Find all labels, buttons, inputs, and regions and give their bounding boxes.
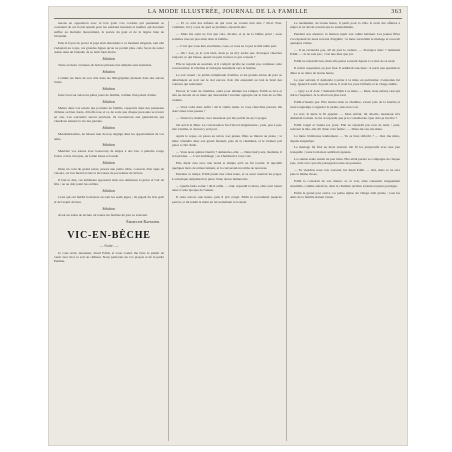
column-divider <box>286 21 287 441</box>
paragraph: Elle disait cela avec une bonté si simple qu'il en fut touché. Il répondit quelques mots de remerciement, et la conversation tomba de nouveau. <box>172 161 282 170</box>
paragraph: La cadette seule restait un peu triste. Elle allait perdre sa compagne de chaque jour, celle avec qui elle partageait toutes ses pensées. <box>290 156 400 166</box>
paragraph: Je vous serai, monsieur, disait Edith, si vous voulez me faire le plaisir de venir avec moi ce soir au château. Nous parlerons de vos projets et de la petite Pauline. <box>54 250 164 264</box>
paragraph: Ceux qui ont habité la maison en sont les seuls juges ; ils jugent du bon goût et de l'esprit du lieu. <box>54 195 164 204</box>
section-subheading: Solution. <box>102 69 116 74</box>
paragraph: Le soir venait ; le jardin s'emplissait d'ombre, et les grands arbres du parc se détachaient en noir sur le ciel encore clair. On entendait au loin le bruit des voitures qui rentraient. <box>172 73 282 86</box>
paragraph: — Qu'y a-t-il donc ? demanda Edith à sa mère. — Rien, mon enfant, rien qui doive t'inquiéter. Je te dirai tout plus tard. <box>290 88 400 98</box>
page-number: 363 <box>391 9 402 15</box>
paragraph: Mesdemoiselles, ne laissez rien de trop négligé dans les appartements de vos amis. <box>54 132 164 141</box>
paragraph: Elle le regarda en souriant, et il comprit qu'elle ne voulait pas continuer cette conversation. Il s'inclina et s'éloigna lentement vers la fenêtre. <box>172 61 282 71</box>
paragraph: Il resta encore une heure, puis il prit congé. Edith le reconduisit jusqu'au perron, et lui tendit la main en lui souhaitant le bonsoir. <box>172 195 282 204</box>
paragraph: — Tu viendras nous voir souvent, lui disait Edith. — Oui, mais ce ne sera plus la même chose. <box>290 168 400 177</box>
paragraph: Juste bout sur selon les pâles jours de famille, comme d'un palais d'amis. <box>58 93 157 98</box>
header-rule <box>54 18 402 19</box>
section-subheading: Solution. <box>102 189 116 194</box>
paragraph: Edith la consolait de son mieux, et, le soir, elles causaient longuement ensemble, comme autrefois, dans la chambre qu'elles avaient toujours partagée. <box>290 179 400 188</box>
paragraph: On servit le dîner. La conversation fut d'abord languissante ; puis, peu à peu, elle s'anima, et chacun y prit part. <box>172 122 282 132</box>
paragraph: Pendant ce temps, Edith jouait une valse lente, et sa sœur tournait les pages. La musique remplissait la pièce d'une douce mélancolie. <box>172 172 282 181</box>
paragraph: — Vous voilà donc enfin ! dit la vieille dame. Je vous cherchais partout. Où donc étiez-vous passée ? <box>172 104 282 113</box>
paragraph: Mettre dans vos salons des portraits de famille, rapportés dans des panneaux d'ébène ou bien dorés, d'étoffe rose et or, de sorte que chaque personne se trouve en vue. Ces souvenirs seront précieux, ils raconteront aux générations qui viendront ensuite la vie des parents. <box>54 105 164 124</box>
paragraph: Pendant son absence, la maison reprit son calme habituel. Les jeunes filles s'occupaient de leurs travaux d'aiguille ; la mère surveillait le ménage et recevait quelques visites. <box>290 32 400 46</box>
article-ornament: — Suite. — <box>99 242 119 248</box>
paragraph: Meublez vos salons avec beaucoup de sièges à dos bas, à peluche rouge foncé, à bras d'acajou, de forme basse et lourde. <box>54 149 164 158</box>
paragraph: La mère l'embrassa tendrement. — Tu as bien réfléchi ? — Oui, ma mère, depuis longtemps. <box>290 134 400 143</box>
paragraph: — Quelle belle soirée ! dit-il enfin. — Oui, répondit la mère, elles sont toutes ainsi à cette époque de l'année. <box>172 183 282 193</box>
paragraph: — Mais ma sœur ne fait que cela, dit-elle, et je ne la blâme point ; nous sommes tous un peu ainsi dans la famille. <box>172 32 282 41</box>
paragraph: Après le repas, on passa au salon. Les jeunes filles se mirent au piano ; la mère s'installa dans son grand fauteuil, près de la cheminée, et le visiteur prit place à côté d'elle. <box>172 134 282 147</box>
section-subheading: Solution. <box>102 206 116 211</box>
paragraph: Il faut le dire, ces habitudes apportent dans nos demeures la grâce et l'air de fête ; on ne doit point les oublier. <box>54 178 164 187</box>
paragraph: — Il ne reviendra pas, dit un jour la cadette. — Pourquoi donc ? demanda Edith. — Je ne sais pas ; c'est une idée que j'ai. <box>290 48 400 57</box>
journal-title: LA MODE ILLUSTRÉE, JOURNAL DE LA FAMILLE <box>147 9 309 15</box>
paragraph: Le jour suivant, il demanda à parler à la mère en particulier. L'entretien fut long. Quand il sortit du petit salon, il avait les yeux brillants et le visage animé. <box>290 77 400 86</box>
section-subheading: Solution. <box>102 56 116 61</box>
paragraph: Le lendemain, de bonne heure, il partit pour la ville. Il avait des affaires à régler et ne devait revenir que le surlendemain. <box>290 21 400 30</box>
paragraph: Il revint cependant, au jour fixé. Il semblait soucieux ; il parla peu pendant le dîner et se retira de bonne heure. <box>290 66 400 75</box>
author-signature: Emmeline Raymond. <box>126 219 160 224</box>
section-subheading: Solution. <box>102 87 116 92</box>
paragraph: Comme les mots de son rôle dans les lithographies plaisent dans des salons clairs. <box>54 75 164 85</box>
paragraph: — J'étais ici, maman, avec monsieur qui me parlait de ses voyages. <box>176 115 268 120</box>
section-subheading: Solution. <box>102 160 116 165</box>
article-headline: VIC-EN-BÈCHE <box>67 229 151 241</box>
section-subheading: Solution. <box>102 143 116 148</box>
paragraph: — C'est que vous êtes excellente, vous, et vous ne voyez le mal nulle part. <box>176 43 277 48</box>
paragraph: — Oh ! non, je le vois bien, mais je ne m'y arrête pas. Pourquoi chercher toujours ce qui blesse, quand on peut trouver ce qui console ? <box>172 50 282 59</box>
column-divider <box>168 21 169 441</box>
paragraph: Puis la façon de porter la jupe était désormais à ce moment élégante, tant elle s'adaptait au corps, ces grandes lignes qu'on ne portait plus, cette façon de rester assise dans un fauteuil, de se tenir bien droite. <box>54 41 164 54</box>
section-subheading: Solution. <box>102 99 116 104</box>
column-3 <box>290 21 400 441</box>
paragraph: Texte en deux colonnes de brèves phrases très simples sans intention. <box>58 62 153 67</box>
column-2 <box>172 21 282 441</box>
paragraph: Enfin le grand jour arriva. La petite église du village était pleine ; tous les amis de la famille étaient venus. <box>290 190 400 200</box>
paragraph: — Et ce sont des enfants de qui vous ne voulez rien dire ? dit-il. Non, vraiment, il n'y a pas de quoi se plaindre, répondit-elle. <box>172 21 282 30</box>
paragraph: Edith rougit et baissa les yeux. Elle ne répondit pas tout de suite ; puis, relevant la tête, elle dit d'une voix ferme : — Dites-lui oui, ma mère. <box>290 122 400 132</box>
column-1 <box>54 21 164 441</box>
running-head <box>54 9 402 18</box>
paragraph: Le mariage fut fixé au mois suivant. On fit les préparatifs avec une joie tranquille ; toute la maison semblait rajeunie. <box>290 145 400 154</box>
magazine-page <box>48 6 408 446</box>
paragraph: tenons en opposition avec le bon goût. Ces cordons qui pendaient se cousaient de ces bords nœuds pour les sandales insensés et inutiles qui devaient suffire au moindre mouvement, la portée du gant et de la légère bien de l'éventail. <box>54 21 164 39</box>
paragraph: Edith ne répondit rien, mais elle pensa souvent depuis à ce mot de sa sœur. <box>294 59 396 64</box>
section-subheading: Solution. <box>102 126 116 131</box>
paragraph: Avoir un salon de lecture où toutes les feuilles du jour se trouvent. <box>58 212 148 217</box>
paragraph: Pascal, le valet de chambre, entra pour allumer les lampes. Edith se leva et alla au-devant de sa mère qui descendait l'escalier appuyée sur le bras de sa fille cadette. <box>172 88 282 102</box>
paragraph: Dans un coin du grand salon, placez une petite table, couverte d'un tapis de velours, où l'on mettra le thé et les tasses de porcelaine de Sèvres. <box>54 166 164 176</box>
paragraph: — Vous nous quittez bientôt ? demanda-t-elle. — Dans huit jours, madame, il le faut bien. — C'est dommage ; on s'habituait à vous voir. <box>172 149 282 159</box>
paragraph: Le soir, la mère la fit appeler. — Mon enfant, lui dit-elle, monsieur m'a demandé ta main. Je lui ai répondu que je te consulterais. Que dois-je lui dire ? <box>290 111 400 120</box>
paragraph: Edith n'insista pas. Elle monta dans sa chambre, s'assit près de la fenêtre et resta longtemps à regarder le jardin, sans rien voir. <box>290 100 400 109</box>
